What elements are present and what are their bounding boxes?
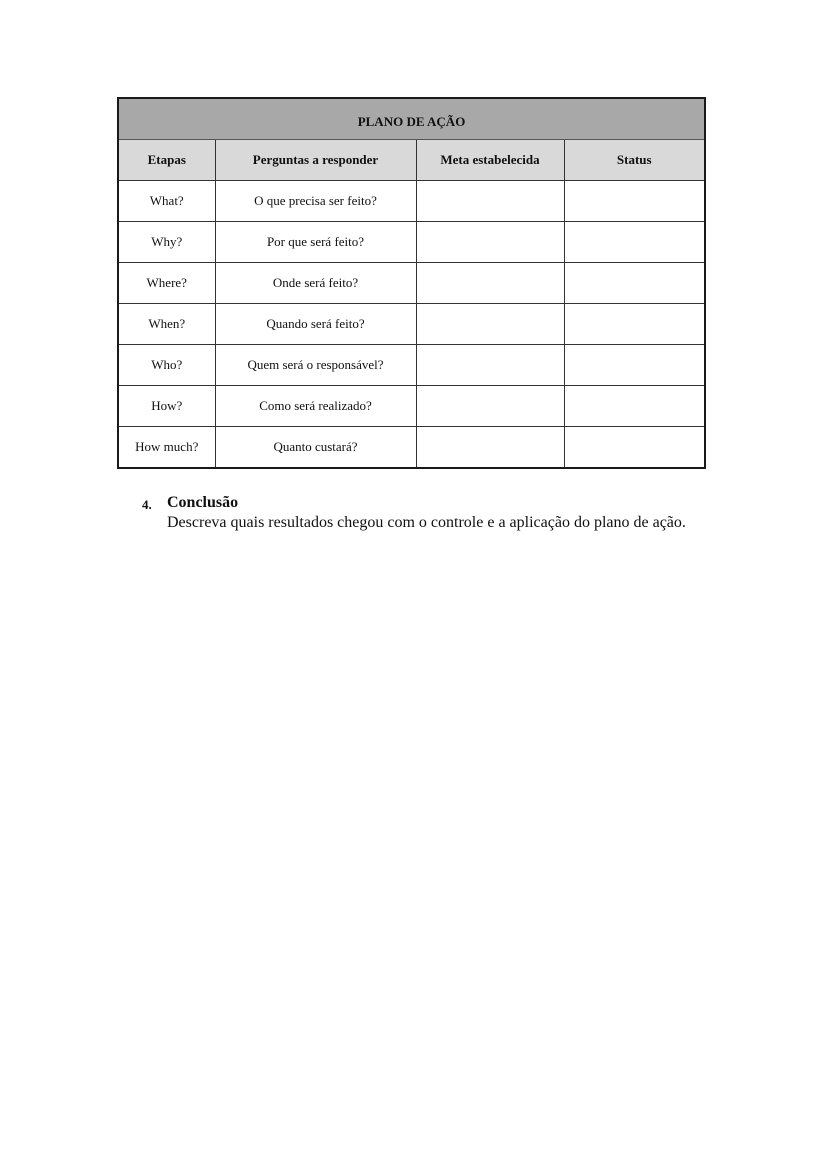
meta-cell[interactable] — [416, 344, 564, 385]
meta-cell[interactable] — [416, 385, 564, 426]
pergunta-cell: Onde será feito? — [215, 262, 416, 303]
meta-cell[interactable] — [416, 262, 564, 303]
etapa-cell: How? — [118, 385, 215, 426]
table-row — [118, 344, 705, 385]
header-perguntas: Perguntas a responder — [215, 139, 416, 180]
status-cell[interactable] — [564, 262, 705, 303]
status-cell[interactable] — [564, 303, 705, 344]
pergunta-cell: O que precisa ser feito? — [215, 180, 416, 221]
status-cell[interactable] — [564, 385, 705, 426]
meta-cell[interactable] — [416, 303, 564, 344]
meta-cell[interactable] — [416, 221, 564, 262]
table-header-row — [118, 139, 705, 180]
action-plan-table — [117, 97, 706, 469]
header-status: Status — [564, 139, 705, 180]
table-row — [118, 180, 705, 221]
meta-cell[interactable] — [416, 180, 564, 221]
etapa-cell: How much? — [118, 426, 215, 468]
etapa-cell: Why? — [118, 221, 215, 262]
status-cell[interactable] — [564, 344, 705, 385]
status-cell[interactable] — [564, 180, 705, 221]
table-title-row — [118, 98, 705, 139]
etapa-cell: Who? — [118, 344, 215, 385]
pergunta-cell: Quanto custará? — [215, 426, 416, 468]
pergunta-cell: Como será realizado? — [215, 385, 416, 426]
etapa-cell: What? — [118, 180, 215, 221]
pergunta-cell: Por que será feito? — [215, 221, 416, 262]
table-title: PLANO DE AÇÃO — [118, 98, 705, 139]
section-number: 4. — [142, 497, 152, 512]
table-row — [118, 426, 705, 468]
etapa-cell: When? — [118, 303, 215, 344]
table-row — [118, 385, 705, 426]
table-row — [118, 303, 705, 344]
header-meta: Meta estabelecida — [416, 139, 564, 180]
pergunta-cell: Quando será feito? — [215, 303, 416, 344]
section-title: Conclusão — [167, 494, 239, 511]
table-row — [118, 262, 705, 303]
section-text: Descreva quais resultados chegou com o controle e a aplicação do plano de ação. — [167, 514, 686, 531]
etapa-cell: Where? — [118, 262, 215, 303]
meta-cell[interactable] — [416, 426, 564, 468]
status-cell[interactable] — [564, 221, 705, 262]
status-cell[interactable] — [564, 426, 705, 468]
header-etapas: Etapas — [118, 139, 215, 180]
pergunta-cell: Quem será o responsável? — [215, 344, 416, 385]
table-row — [118, 221, 705, 262]
